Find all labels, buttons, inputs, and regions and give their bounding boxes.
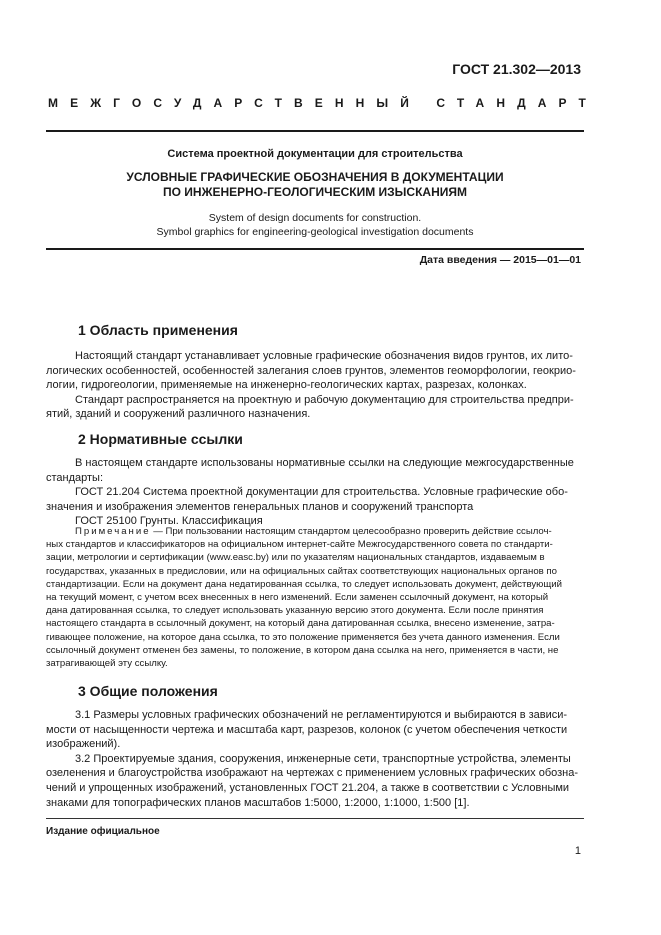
system-title: Система проектной документации для строительства <box>167 148 463 160</box>
section-3-heading: 3 Общие положения <box>78 683 218 699</box>
footer-divider <box>46 818 584 819</box>
note-line: на текущий момент, с учетом всех внесенных в него изменений. Если заменен ссылочный документ, на который <box>46 592 549 604</box>
text-line: 3.2 Проектируемые здания, сооружения, инженерные сети, транспортные устройства, элементы <box>75 752 571 765</box>
text-line: логических особенностей, особенностей залегания слоев грунтов, элементов геоморфологии, геокрио- <box>46 364 576 377</box>
section-1-heading: 1 Область применения <box>78 322 238 338</box>
text-line: чений и упрощенных изображений, установленных ГОСТ 21.204, а также в соответствии с Условными <box>46 781 570 794</box>
introduction-date: Дата введения — 2015—01—01 <box>419 254 581 266</box>
note-line: стандартизации. Если на документ дана недатированная ссылка, то следует использовать документ, действующий <box>46 578 562 590</box>
section-3-body <box>46 708 584 810</box>
note-line: государствах, указанных в предисловии, или на официальных сайтах соответствующих национальных органов по <box>46 565 557 577</box>
document-title <box>46 170 584 200</box>
text-line: 3.1 Размеры условных графических обозначений не регламентируются и выбираются в зависи- <box>75 709 568 721</box>
note-line: затрагивающей эту ссылку. <box>46 658 168 670</box>
section-1-body <box>46 349 584 422</box>
note-line <box>46 525 584 538</box>
page-number: 1 <box>574 845 581 857</box>
header-divider <box>46 130 584 132</box>
note-block <box>46 525 584 670</box>
interstate-standard-label: МЕЖГОСУДАРСТВЕННЫЙ СТАНДАРТ <box>48 96 598 110</box>
official-edition-label: Издание официальное <box>46 826 160 837</box>
title-line: ПО ИНЖЕНЕРНО-ГЕОЛОГИЧЕСКИМ ИЗЫСКАНИЯМ <box>163 185 467 199</box>
section-2-body <box>46 456 584 529</box>
note-line: гивающее положение, на которое дана ссылка, то это положение применяется без учета данного изменения. Если <box>46 631 560 643</box>
text-line: ГОСТ 25100 Грунты. Классификация <box>75 515 263 528</box>
text-line: стандарты: <box>46 471 104 484</box>
title-divider <box>46 248 584 250</box>
note-text: — При пользовании настоящим стандартом целесообразно проверить действие ссылоч- <box>150 526 552 537</box>
title-line: УСЛОВНЫЕ ГРАФИЧЕСКИЕ ОБОЗНАЧЕНИЯ В ДОКУМЕНТАЦИИ <box>126 170 504 184</box>
note-line: зации, метрологии и сертификации (www.easc.by) или по указателям национальных стандартов, издаваемым в <box>46 552 545 564</box>
text-line: озеленения и благоустройства изображают на чертежах с применением условных графических обозна- <box>46 767 579 780</box>
text-line: ятий, зданий и сооружений различного назначения. <box>46 408 311 421</box>
note-line: настоящего стандарта в ссылочный документ, на который дана датированная ссылка, внесено изменение, затра- <box>46 618 555 630</box>
note-line: ссылочный документ отменен без замены, то положение, в котором дана ссылка на него, применяется в части, не <box>46 644 559 656</box>
note-line: дана датированная ссылка, то следует использовать указанную версию этого документа. Если после принятия <box>46 605 544 617</box>
text-line: значения и изображения элементов генеральных планов и сооружений транспорта <box>46 500 474 513</box>
text-line: логии, гидрогеологии, применяемые на инженерно-геологических картах, разрезах, колонках. <box>46 379 527 392</box>
standard-code: ГОСТ 21.302—2013 <box>452 61 581 77</box>
text-line: мости от насыщенности чертежа и масштаба карт, разрезов, колонок (с учетом обеспечения четкости <box>46 723 568 736</box>
text-line: В настоящем стандарте использованы нормативные ссылки на следующие межгосударственные <box>75 457 574 469</box>
english-title-line: System of design documents for construction. <box>208 212 422 224</box>
english-title-line: Symbol graphics for engineering-geological investigation documents <box>156 226 474 238</box>
text-line: знаками для топографических планов масштабов 1:5000, 1:2000, 1:1000, 1:500 [1]. <box>46 796 470 809</box>
note-label: Примечание <box>75 526 151 537</box>
text-line: Настоящий стандарт устанавливает условные графические обозначения видов грунтов, их лито- <box>75 350 573 362</box>
text-line: ГОСТ 21.204 Система проектной документации для строительства. Условные графические обо- <box>75 486 568 499</box>
note-line: ных стандартов и классификаторов на официальном интернет-сайте Межгосударственного совета по стандарти- <box>46 539 553 551</box>
section-2-heading: 2 Нормативные ссылки <box>78 431 243 447</box>
text-line: Стандарт распространяется на проектную и рабочую документацию для строительства предпри- <box>75 393 574 406</box>
english-title <box>46 211 584 239</box>
text-line: изображений). <box>46 738 121 751</box>
